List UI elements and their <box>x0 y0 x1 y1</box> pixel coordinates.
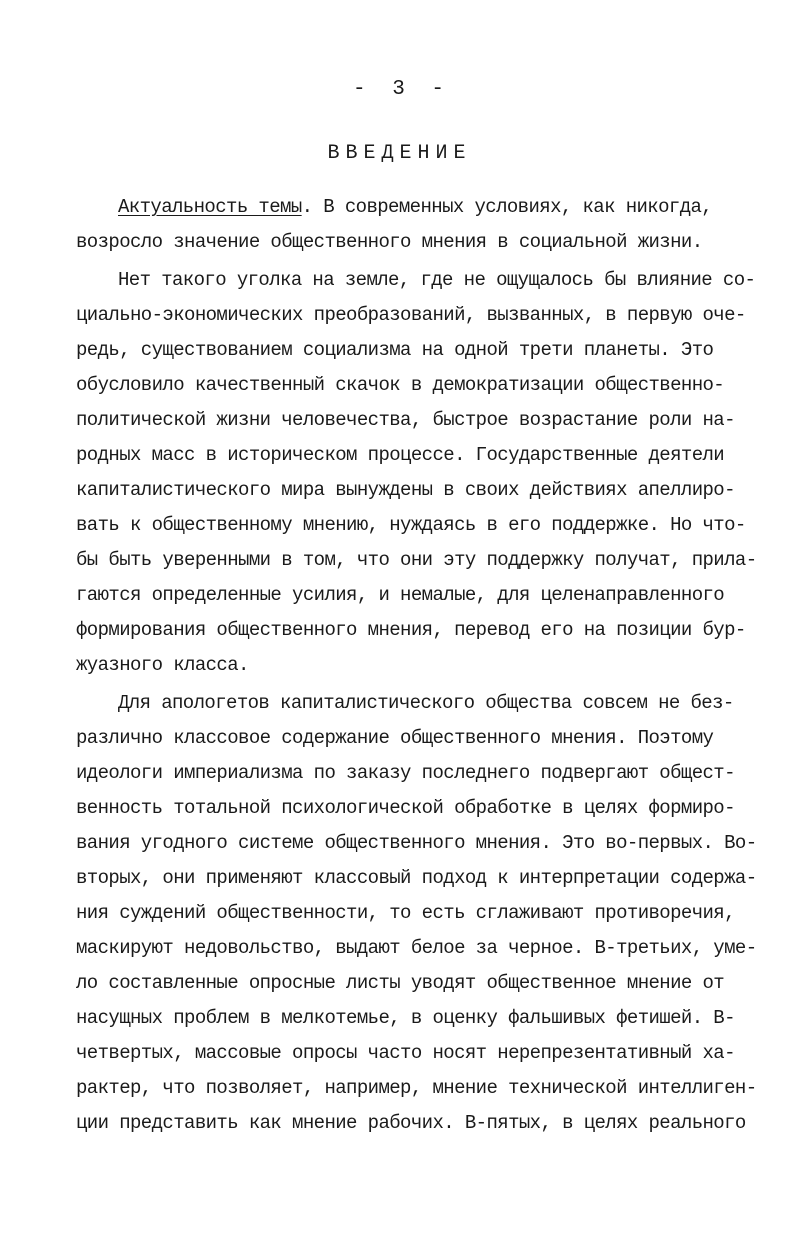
paragraph-2-line: гаются определенные усилия, и немалые, для целенаправленного <box>76 584 725 606</box>
paragraph-3-line: четвертых, массовые опросы часто носят нерепрезентативный ха- <box>76 1042 735 1064</box>
paragraph-1-line-1 <box>118 195 798 219</box>
paragraph-2-line: формирования общественного мнения, перевод его на позиции бур- <box>76 619 746 641</box>
page-number: - 3 - <box>352 78 446 101</box>
paragraph-3-line: рактер, что позволяет, например, мнение технической интеллиген- <box>76 1077 757 1099</box>
section-heading: ВВЕДЕНИЕ <box>327 142 472 165</box>
paragraph-2-line: бы быть уверенными в том, что они эту поддержку получат, прила- <box>76 549 757 571</box>
paragraph-3-line: венность тотальной психологической обработке в целях формиро- <box>76 797 735 819</box>
paragraph-2-line: капиталистического мира вынуждены в своих действиях апеллиро- <box>76 479 735 501</box>
paragraph-3-line: идеологи империализма по заказу последнего подвергают общест- <box>76 762 735 784</box>
paragraph-2-line: родных масс в историческом процессе. Государственные деятели <box>76 444 725 466</box>
paragraph-1-line-1-rest: . В современных условиях, как никогда, <box>301 196 713 218</box>
paragraph-2-line: циально-экономических преобразований, вызванных, в первую оче- <box>76 304 746 326</box>
paragraph-2-line: жуазного класса. <box>76 654 249 676</box>
paragraph-2-line: обусловило качественный скачок в демократизации общественно- <box>76 374 725 396</box>
paragraph-3-line: насущных проблем в мелкотемье, в оценку фальшивых фетишей. В- <box>76 1007 735 1029</box>
paragraph-1-line-2: возросло значение общественного мнения в социальной жизни. <box>76 231 703 253</box>
paragraph-3-line: ло составленные опросные листы уводят общественное мнение от <box>76 972 725 994</box>
paragraph-3-line: вторых, они применяют классовый подход к интерпретации содержа- <box>76 867 757 889</box>
paragraph-3-line: ния суждений общественности, то есть сглаживают противоречия, <box>76 902 735 924</box>
paragraph-3-line: ции представить как мнение рабочих. В-пятых, в целях реального <box>76 1112 746 1134</box>
paragraph-2-line: вать к общественному мнению, нуждаясь в его поддержке. Но что- <box>76 514 746 536</box>
paragraph-2-line: редь, существованием социализма на одной трети планеты. Это <box>76 339 714 361</box>
paragraph-3-line: маскируют недовольство, выдают белое за черное. В-третьих, уме- <box>76 937 757 959</box>
topic-relevance-label: Актуальность темы <box>118 196 302 218</box>
paragraph-3-line: вания угодного системе общественного мнения. Это во-первых. Во- <box>76 832 757 854</box>
paragraph-2-line: политической жизни человечества, быстрое возрастание роли на- <box>76 409 735 431</box>
paragraph-3-line: различно классовое содержание общественного мнения. Поэтому <box>76 727 714 749</box>
paragraph-3-line: Для апологетов капиталистического общества совсем не без- <box>118 692 734 714</box>
paragraph-2-line: Нет такого уголка на земле, где не ощущалось бы влияние со- <box>118 269 756 291</box>
